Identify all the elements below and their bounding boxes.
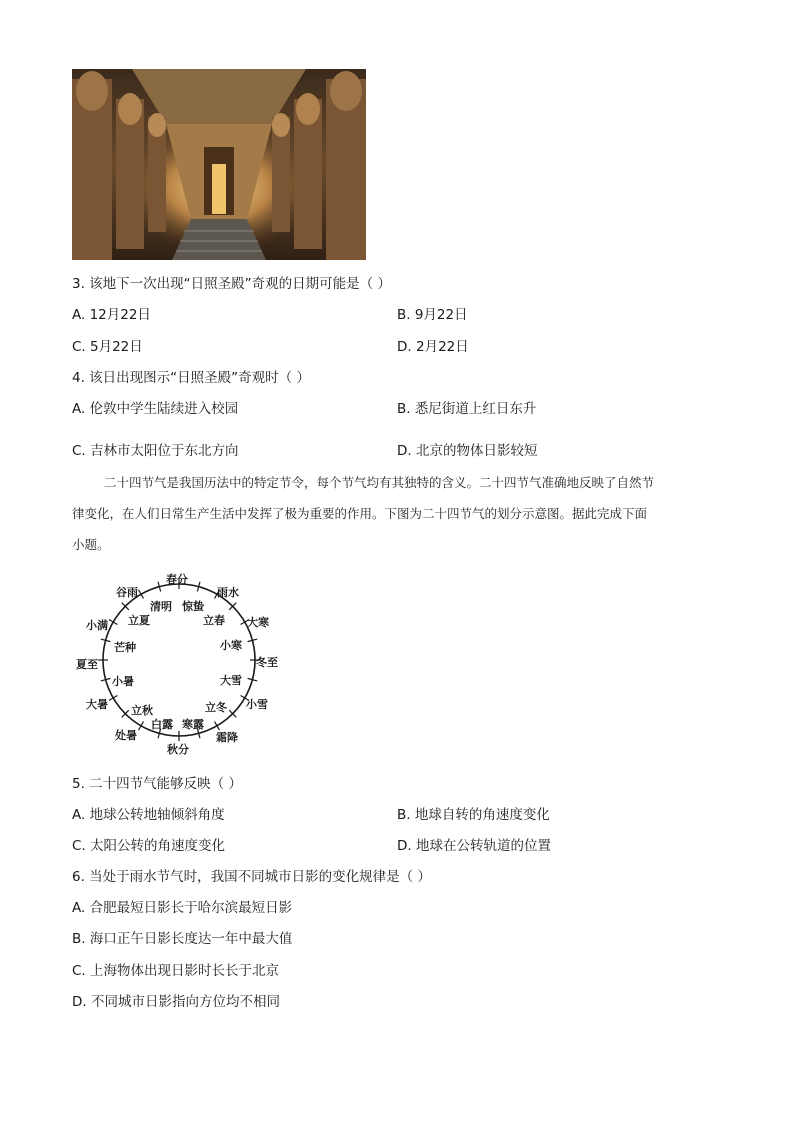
term-tick xyxy=(139,590,144,599)
term-jingzhe: 惊蛰 xyxy=(182,600,204,613)
term-dahan: 大寒 xyxy=(247,616,269,629)
term-mangzhong: 芒种 xyxy=(114,641,136,654)
question-3-option-a: A. 12月22日 xyxy=(72,307,151,323)
term-yushui: 雨水 xyxy=(217,586,239,599)
question-4-stem: 4. 该日出现图示“日照圣殿”奇观时（ ） xyxy=(72,370,310,386)
term-chushu: 处暑 xyxy=(115,729,137,742)
solar-terms-circle-diagram xyxy=(74,566,300,758)
term-guyu: 谷雨 xyxy=(116,586,138,599)
question-6-option-a: A. 合肥最短日影长于哈尔滨最短日影 xyxy=(72,900,293,916)
solar-terms-diagram xyxy=(74,566,300,758)
question-3-option-d: D. 2月22日 xyxy=(397,339,469,355)
question-6-option-c: C. 上海物体出现日影时长长于北京 xyxy=(72,963,280,979)
question-5-option-b: B. 地球自转的角速度变化 xyxy=(397,807,550,823)
question-6-option-d: D. 不同城市日影指向方位均不相同 xyxy=(72,994,280,1010)
term-tick xyxy=(109,696,118,701)
term-xiazhi: 夏至 xyxy=(76,658,98,671)
term-tick xyxy=(139,721,144,730)
question-3-option-b: B. 9月22日 xyxy=(397,307,468,323)
question-5-option-c: C. 太阳公转的角速度变化 xyxy=(72,838,226,854)
question-4-option-b: B. 悉尼街道上红日东升 xyxy=(397,401,537,417)
term-qiufen: 秋分 xyxy=(167,743,189,756)
term-lixia: 立夏 xyxy=(128,614,150,627)
term-xiaoshu: 小暑 xyxy=(112,675,134,688)
question-4-option-c: C. 吉林市太阳位于东北方向 xyxy=(72,443,239,459)
question-5-stem: 5. 二十四节气能够反映（ ） xyxy=(72,776,242,792)
intro-paragraph-line-2: 律变化，在人们日常生产生活中发挥了极为重要的作用。下图为二十四节气的划分示意图。据此完成下面 xyxy=(72,506,648,521)
term-dashu: 大暑 xyxy=(86,698,108,711)
term-bailu: 白露 xyxy=(151,718,173,731)
question-3-option-c: C. 5月22日 xyxy=(72,339,143,355)
term-qingming: 清明 xyxy=(150,600,172,613)
question-5-option-a: A. 地球公转地轴倾斜角度 xyxy=(72,807,225,823)
question-6-option-b: B. 海口正午日影长度达一年中最大值 xyxy=(72,931,293,947)
term-dongzhi: 冬至 xyxy=(256,656,278,669)
term-tick xyxy=(109,620,118,625)
question-3-stem: 3. 该地下一次出现“日照圣殿”奇观的日期可能是（ ） xyxy=(72,276,391,292)
temple-interior-photo-icon xyxy=(72,69,366,260)
intro-paragraph-line-1: 二十四节气是我国历法中的特定节令，每个节气均有其独特的含义。二十四节气准确地反映了自然节 xyxy=(104,475,655,490)
term-shuangjiang: 霜降 xyxy=(216,731,238,744)
term-xiaohan: 小寒 xyxy=(220,639,242,652)
term-chunfen: 春分 xyxy=(166,573,188,586)
question-5-option-d: D. 地球在公转轨道的位置 xyxy=(397,838,551,854)
term-lichun: 立春 xyxy=(203,614,225,627)
term-liqiu: 立秋 xyxy=(131,704,153,717)
question-6-stem: 6. 当处于雨水节气时，我国不同城市日影的变化规律是（ ） xyxy=(72,869,431,885)
term-hanlu: 寒露 xyxy=(182,718,204,731)
question-4-option-d: D. 北京的物体日影较短 xyxy=(397,443,538,459)
term-xiaoman: 小满 xyxy=(86,619,108,632)
term-lidong: 立冬 xyxy=(205,701,227,714)
temple-photo xyxy=(72,69,366,260)
term-xiaoxue: 小雪 xyxy=(246,698,268,711)
term-ticks xyxy=(98,579,260,741)
intro-paragraph-line-3: 小题。 xyxy=(72,537,110,552)
question-4-option-a: A. 伦敦中学生陆续进入校园 xyxy=(72,401,239,417)
term-daxue: 大雪 xyxy=(220,674,242,687)
term-tick xyxy=(215,721,220,730)
